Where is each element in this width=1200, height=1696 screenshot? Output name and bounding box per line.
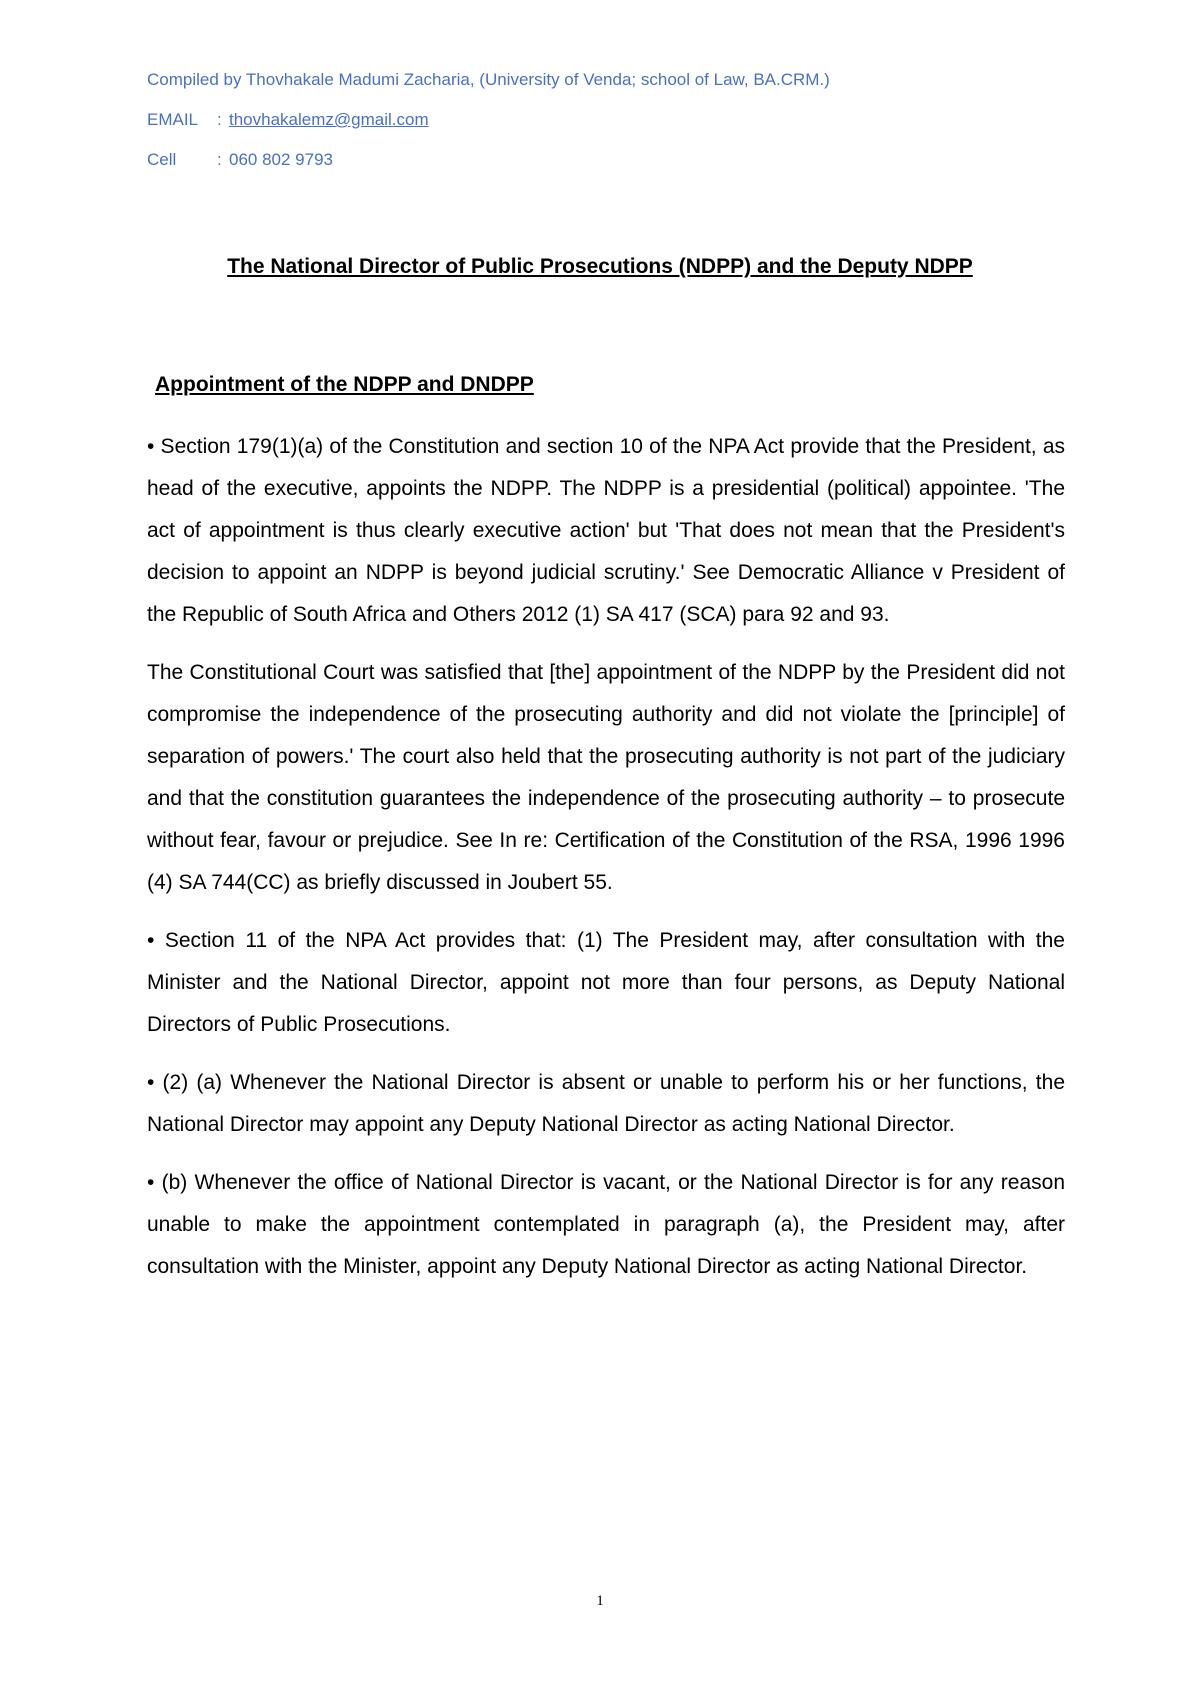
paragraph-constitutional-court: The Constitutional Court was satisfied that [the] appointment of the NDPP by the President did not compromise the independence of the prosecuting authority and did not violate the [principle] of separation of powers.' The court also held that the prosecuting authority is not part of the judiciary and that the constitution guarantees the independence of the prosecuting authority – to prosecute without fear, favour or prejudice. See In re: Certification of the Constitution of the RSA, 1996 1996 (4) SA 744(CC) as briefly discussed in Joubert 55.: [147, 661, 1065, 894]
cell-separator: :: [217, 150, 222, 169]
page-number: 1: [596, 1593, 604, 1609]
author-header: [147, 70, 1047, 190]
paragraph-section-179: • Section 179(1)(a) of the Constitution and section 10 of the NPA Act provide that the President, as head of the executive, appoints the NDPP. The NDPP is a presidential (political) appointee. 'The act of appointment is thus clearly executive action' but 'That does not mean that the President's decision to appoint an NDPP is beyond judicial scrutiny.' See Democratic Alliance v President of the Republic of South Africa and Others 2012 (1) SA 417 (SCA) para 92 and 93.: [147, 435, 1065, 626]
document-title: The National Director of Public Prosecutions (NDPP) and the Deputy NDPP: [227, 255, 973, 278]
cell-label: Cell: [147, 150, 177, 169]
cell-line: [147, 150, 1047, 170]
section-heading: Appointment of the NDPP and DNDPP: [155, 373, 534, 396]
compiled-by-text: Compiled by Thovhakale Madumi Zacharia, (University of Venda; school of Law, BA.CRM.): [147, 70, 830, 89]
paragraph-section-11: • Section 11 of the NPA Act provides that: (1) The President may, after consultation with the Minister and the National Director, appoint not more than four persons, as Deputy National Directors of Public Prosecutions.: [147, 929, 1065, 1036]
compiled-by-line: [147, 70, 1047, 90]
document-body: [147, 426, 1065, 1304]
email-link[interactable]: thovhakalemz@gmail.com: [229, 110, 429, 129]
paragraph-section-11-2a: • (2) (a) Whenever the National Director is absent or unable to perform his or her functions, the National Director may appoint any Deputy National Director as acting National Director.: [147, 1071, 1065, 1136]
cell-number: 060 802 9793: [229, 150, 333, 169]
email-label: EMAIL: [147, 110, 199, 129]
paragraph-section-11-2b: • (b) Whenever the office of National Director is vacant, or the National Director is for any reason unable to make the appointment contemplated in paragraph (a), the President may, after consultation with the Minister, appoint any Deputy National Director as acting National Director.: [147, 1171, 1065, 1278]
email-line: [147, 110, 1047, 130]
email-separator: :: [217, 110, 222, 129]
